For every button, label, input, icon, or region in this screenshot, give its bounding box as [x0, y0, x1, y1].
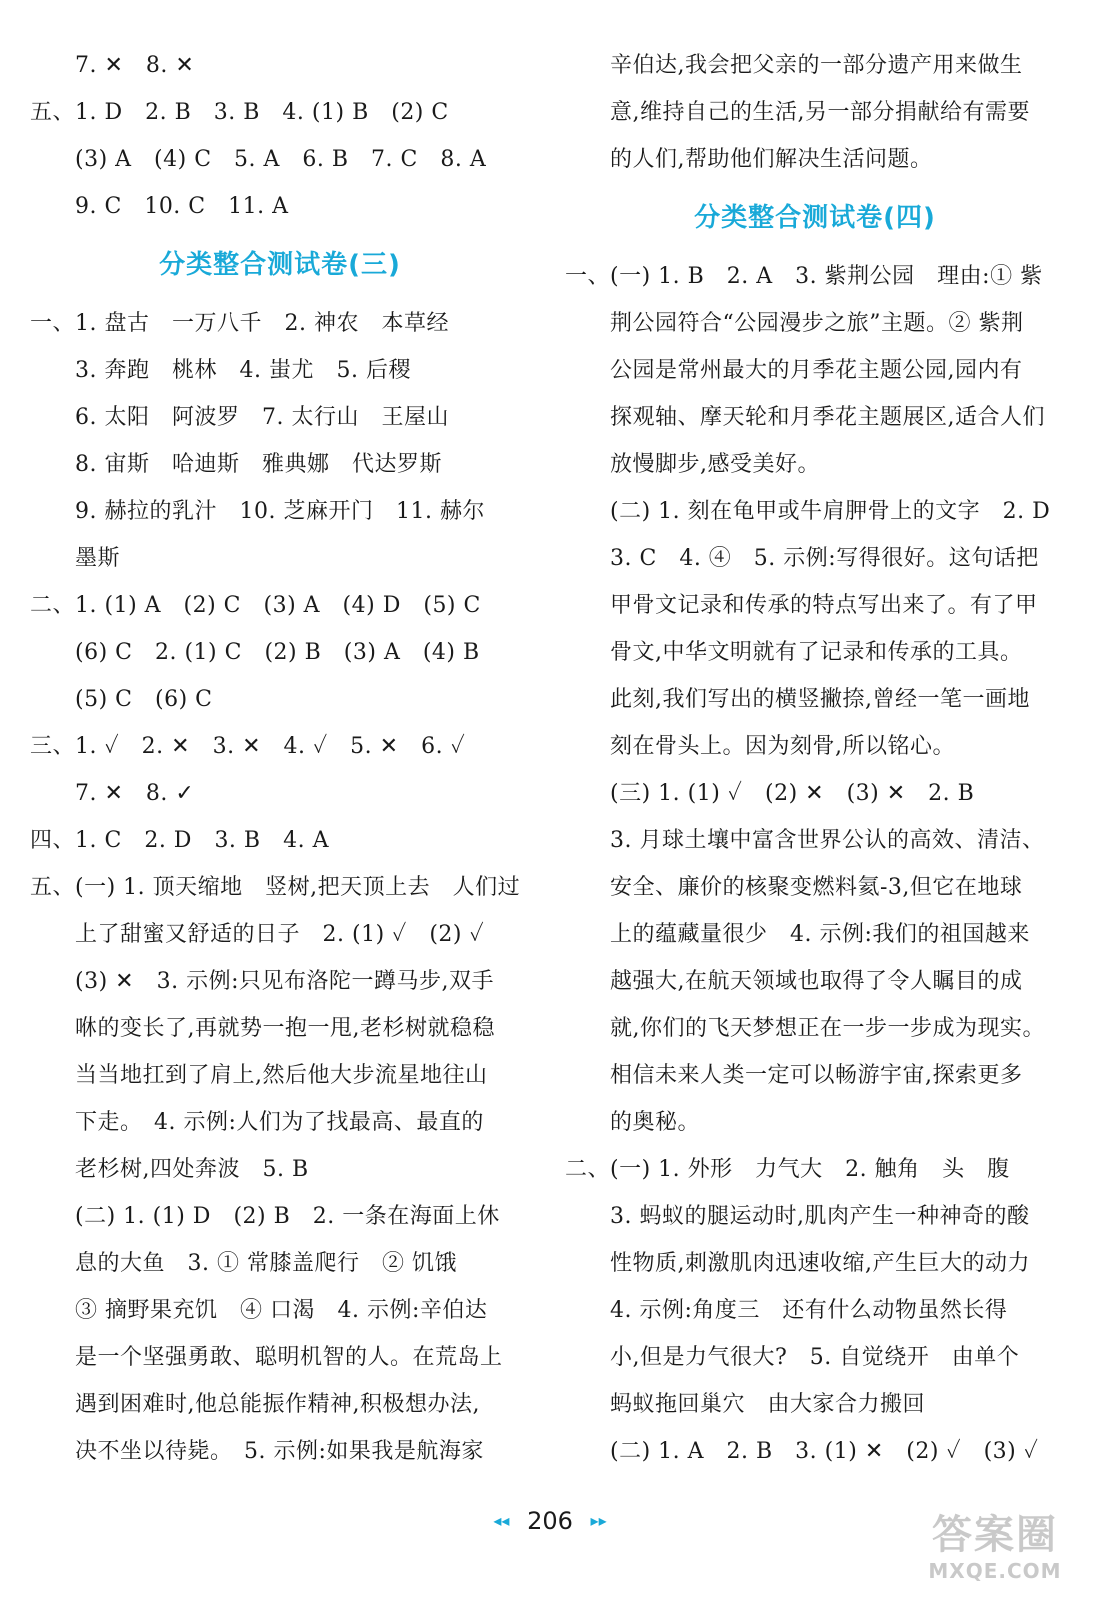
next-arrow-icon: ▸▸ [590, 1511, 607, 1530]
answer-line: 相信未来人类一定可以畅游宇宙,探索更多 [610, 1063, 1023, 1088]
answer-line: 3. 月球土壤中富含世界公认的高效、清洁、 [610, 828, 1045, 853]
left-column [30, 42, 530, 1475]
answer-line: 一、1. 盘古 一万八千 2. 神农 本草经 [30, 311, 449, 336]
answer-line: 甲骨文记录和传承的特点写出来了。有了甲 [610, 593, 1038, 618]
watermark-text: 答案圈 [932, 1512, 1058, 1558]
watermark-url: MXQE.COM [928, 1559, 1062, 1583]
answer-line: (3) A (4) C 5. A 6. B 7. C 8. A [75, 147, 487, 172]
answer-line: 四、1. C 2. D 3. B 4. A [30, 828, 329, 853]
prev-arrow-icon: ◂◂ [493, 1511, 510, 1530]
answer-line: 荆公园符合“公园漫步之旅”主题。② 紫荆 [610, 311, 1024, 336]
answer-line: 咻的变长了,再就势一抱一甩,老杉树就稳稳 [75, 1016, 495, 1041]
answer-line: 8. 宙斯 哈迪斯 雅典娜 代达罗斯 [75, 452, 442, 477]
answer-line: 二、1. (1) A (2) C (3) A (4) D (5) C [30, 593, 481, 618]
answer-line: 7. ✕ 8. ✕ [75, 53, 195, 78]
answer-line: 刻在骨头上。因为刻骨,所以铭心。 [610, 734, 955, 759]
answer-line: 9. 赫拉的乳汁 10. 芝麻开门 11. 赫尔 [75, 499, 485, 524]
answer-line: 遇到困难时,他总能振作精神,积极想办法, [75, 1392, 480, 1417]
answer-line: 墨斯 [75, 546, 121, 571]
answer-line: 的奥秘。 [610, 1110, 701, 1135]
answer-line: 小,但是力气很大? 5. 自觉绕开 由单个 [610, 1345, 1020, 1370]
answer-line: 息的大鱼 3. ① 常膝盖爬行 ② 饥饿 [75, 1251, 457, 1276]
answer-line: 五、1. D 2. B 3. B 4. (1) B (2) C [30, 100, 449, 125]
right-column [565, 42, 1065, 1475]
page-number: 206 [527, 1507, 573, 1535]
answer-line: (6) C 2. (1) C (2) B (3) A (4) B [75, 640, 480, 665]
answer-line: 骨文,中华文明就有了记录和传承的工具。 [610, 640, 1023, 665]
answer-line: 性物质,刺激肌肉迅速收缩,产生巨大的动力 [610, 1251, 1030, 1276]
answer-line: 蚂蚁拖回巢穴 由大家合力搬回 [610, 1392, 926, 1417]
answer-line: 的人们,帮助他们解决生活问题。 [610, 147, 933, 172]
answer-line: (二) 1. (1) D (2) B 2. 一条在海面上休 [75, 1204, 500, 1229]
section-title: 分类整合测试卷(三) [159, 250, 401, 280]
answer-line: 下走。 4. 示例:人们为了找最高、最直的 [75, 1110, 484, 1135]
watermark-logo [920, 1512, 1070, 1592]
answer-line: 二、(一) 1. 外形 力气大 2. 触角 头 腹 [565, 1157, 1010, 1182]
answer-line: 放慢脚步,感受美好。 [610, 452, 820, 477]
answer-line: 上了甜蜜又舒适的日子 2. (1) ✓ (2) ✓ [75, 922, 485, 947]
answer-line: 是一个坚强勇敢、聪明机智的人。在荒岛上 [75, 1345, 503, 1370]
answer-line: 上的蕴藏量很少 4. 示例:我们的祖国越来 [610, 922, 1030, 947]
answer-line: 三、1. ✓ 2. ✕ 3. ✕ 4. ✓ 5. ✕ 6. ✓ [30, 734, 466, 759]
answer-line: 意,维持自己的生活,另一部分捐献给有需要 [610, 100, 1030, 125]
answer-line: 3. 蚂蚁的腿运动时,肌肉产生一种神奇的酸 [610, 1204, 1030, 1229]
answer-line: ③ 摘野果充饥 ④ 口渴 4. 示例:辛伯达 [75, 1298, 488, 1323]
answer-line: 当当地扛到了肩上,然后他大步流星地往山 [75, 1063, 488, 1088]
answer-line: 老杉树,四处奔波 5. B [75, 1157, 309, 1182]
answer-line: 五、(一) 1. 顶天缩地 竖树,把天顶上去 人们过 [30, 875, 521, 900]
answer-line: (5) C (6) C [75, 687, 213, 712]
section-title: 分类整合测试卷(四) [694, 203, 936, 233]
answer-line: 探观轴、摩天轮和月季花主题展区,适合人们 [610, 405, 1045, 430]
answer-line: 安全、廉价的核聚变燃料氦-3,但它在地球 [610, 875, 1023, 900]
answer-line: 决不坐以待毙。 5. 示例:如果我是航海家 [75, 1439, 484, 1464]
answer-line: 辛伯达,我会把父亲的一部分遗产用来做生 [610, 53, 1023, 78]
answer-line: 9. C 10. C 11. A [75, 194, 289, 219]
answer-line: 3. 奔跑 桃林 4. 蚩尤 5. 后稷 [75, 358, 411, 383]
answer-line: 公园是常州最大的月季花主题公园,园内有 [610, 358, 1023, 383]
answer-line: 一、(一) 1. B 2. A 3. 紫荆公园 理由:① 紫 [565, 264, 1043, 289]
answer-line: 此刻,我们写出的横竖撇捺,曾经一笔一画地 [610, 687, 1030, 712]
answer-line: (3) ✕ 3. 示例:只见布洛陀一蹲马步,双手 [75, 969, 494, 994]
answer-line: 6. 太阳 阿波罗 7. 太行山 王屋山 [75, 405, 449, 430]
answer-line: 越强大,在航天领域也取得了令人瞩目的成 [610, 969, 1023, 994]
answer-line: (二) 1. A 2. B 3. (1) ✕ (2) ✓ (3) ✓ [610, 1439, 1039, 1464]
answer-line: (三) 1. (1) ✓ (2) ✕ (3) ✕ 2. B [610, 781, 975, 806]
answer-line: 3. C 4. ④ 5. 示例:写得很好。这句话把 [610, 546, 1039, 571]
answer-line: 就,你们的飞天梦想正在一步一步成为现实。 [610, 1016, 1045, 1041]
answer-line: (二) 1. 刻在龟甲或牛肩胛骨上的文字 2. D [610, 499, 1051, 524]
answer-line: 4. 示例:角度三 还有什么动物虽然长得 [610, 1298, 1008, 1323]
answer-line: 7. ✕ 8. ✓ [75, 781, 195, 806]
